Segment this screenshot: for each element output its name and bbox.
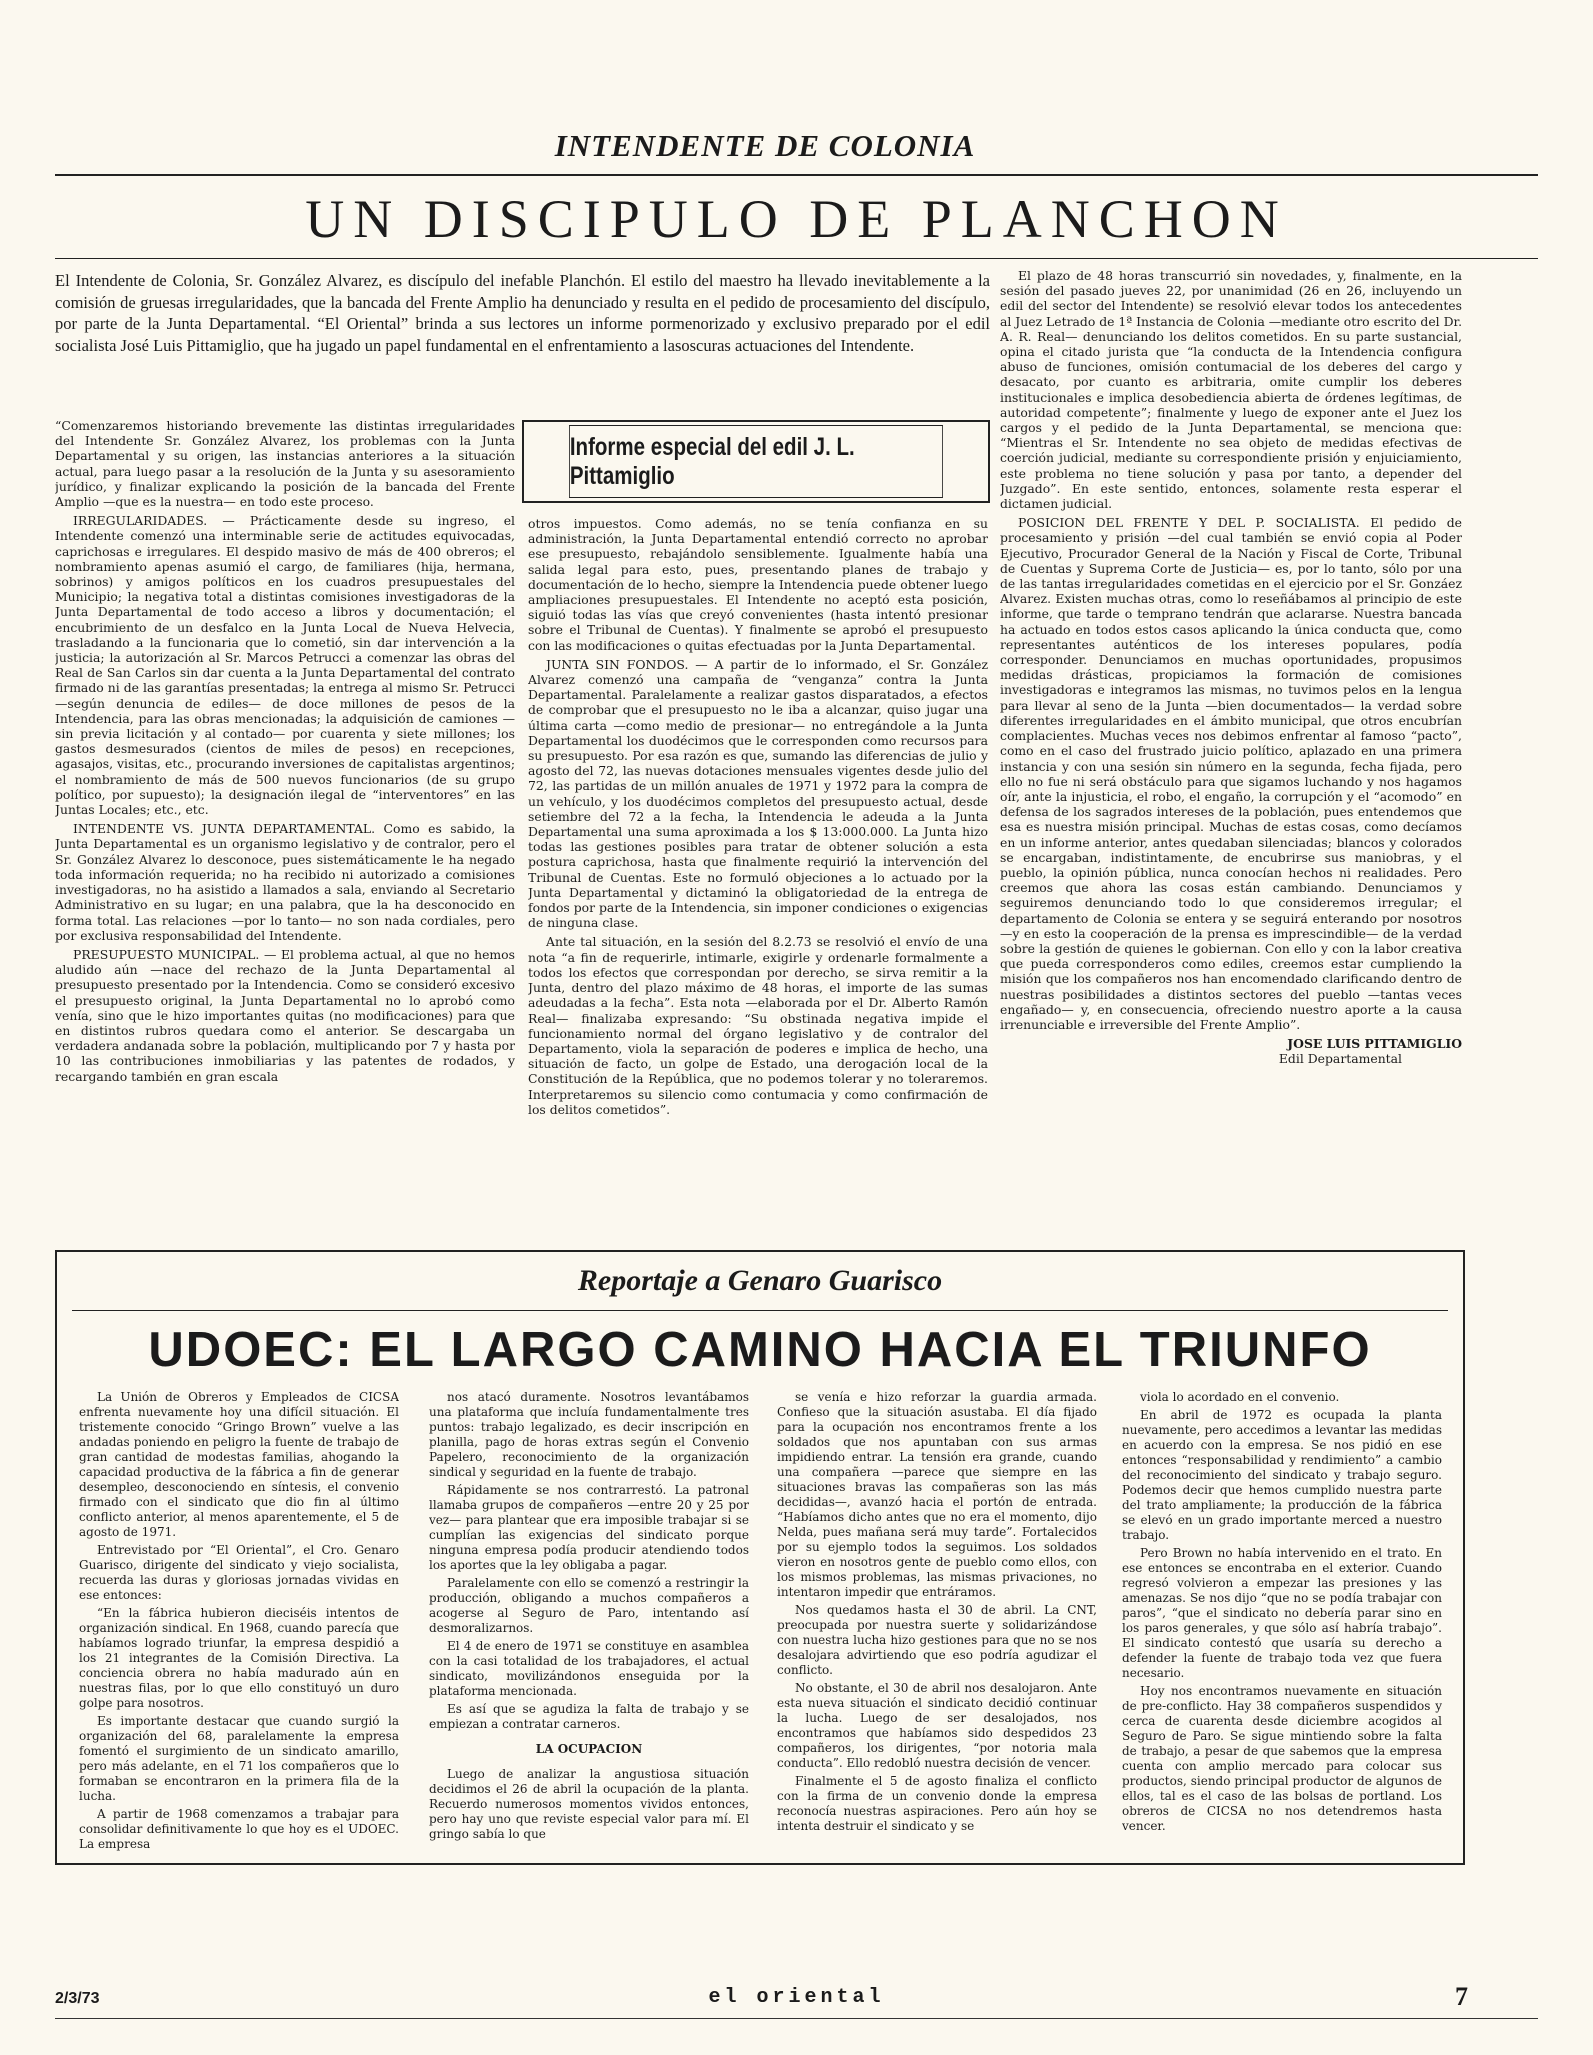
paragraph: PRESUPUESTO MUNICIPAL. — El problema actual, al que no hemos aludido aún —nace del rechazo de la Junta Departamental al presupuesto presentado por la Intendencia. Como se consideró excesivo el presupuesto original, la Junta Departamental no lo aprobó como venía, sino que le hizo importantes quitas (no modificaciones) para que en distintos rubros quedara como el anterior. Se descargaba un verdadera andanada sobre la población, multiplicando por 7 y hasta por 10 las contribuciones inmobiliarias y las patentes de rodados, y recargando también en gran escala [55, 946, 515, 1084]
report-column-2 [429, 1390, 749, 1858]
footer-paper-name: el oriental [708, 1986, 885, 2009]
kicker-rule [55, 174, 1538, 176]
signature-title: Edil Departamental [1278, 1051, 1402, 1067]
paragraph: “Comenzaremos historiando brevemente las distintas irregularidades del Intendente Sr. González Alvarez, los problemas con la Junta Departamental y su origen, las instancias anteriores a la situación actual, para luego pasar a la resolución de la Junta y su asesoramiento jurídico, y finalizar explicando la posición de la bancada del Frente Amplio —que es la nuestra— en todo este proceso. [55, 418, 515, 510]
report-kicker: Reportaje a Genaro Guarisco [577, 1264, 943, 1297]
paragraph: En abril de 1972 es ocupada la planta nuevamente, pero accedimos a levantar las medidas en acuerdo con la empresa. Se nos pidió en ese entonces “responsabilidad y rendimiento” a cambio del reconocimiento del sindicato y trabajo seguro. Podemos decir que hemos cumplido nuestra parte del trato ampliamente; la producción de la fábrica se elevó en un grado importante merced a nuestro trabajo. [1122, 1408, 1442, 1542]
paragraph: La Unión de Obreros y Empleados de CICSA enfrenta nuevamente hoy una difícil situación. El tristemente conocido “Gringo Brown” vuelve a las andadas poniendo en peligro la fuente de trabajo de gran cantidad de modestas familias, ahogando la capacidad productiva de la fábrica a fin de generar desempleo, desconociendo en síntesis, el convenio firmado con el sindicato que dio fin al último conflicto anterior, al menos aparentemente, el 5 de agosto de 1971. [79, 1390, 399, 1539]
paragraph: A partir de 1968 comenzamos a trabajar para consolidar definitivamente lo que hoy es el UDOEC. La empresa [79, 1807, 399, 1851]
section-subhead: LA OCUPACION [535, 1742, 643, 1756]
special-report-label: Informe especial del edil J. L. Pittamiglio [569, 425, 943, 498]
signature-name: JOSE LUIS PITTAMIGLIO [1287, 1036, 1462, 1052]
report-column-1 [79, 1390, 399, 1858]
article-column-2 [528, 516, 988, 1218]
paragraph: Ante tal situación, en la sesión del 8.2.73 se resolvió el envío de una nota “a fin de requerirle, intimarle, exigirle y ordenarle formalmente a todos los efectos que correspondan por derecho, se sirva remitir a la Junta, dentro del plazo máximo de 48 horas, el importe de las sumas adeudadas a la fecha”. Esta nota —elaborada por el Dr. Alberto Ramón Real— finalizaba expresando: “Su obstinada negativa impide el funcionamiento normal del órgano legislativo y de contralor del Departamento, viola la separación de poderes e implica de hecho, una situación de facto, un golpe de Estado, una derogación local de la Constitución de la República, que no podemos tolerar y no toleraremos. Interpretaremos su silencio como contumacia y como confirmación de los delitos cometidos”. [528, 934, 988, 1117]
paragraph: se venía e hizo reforzar la guardia armada. Confieso que la situación asustaba. El día fijado para la ocupación nos encontramos frente a los soldados que nos apuntaban con sus armas impidiendo entrar. La tensión era grande, cuando una compañera —parece que siempre en las situaciones bravas las compañeras son las más decididas—, avanzó hacia el portón de entrada. “Habíamos dicho antes que no era el momento, dijo Nelda, pues mañana será muy tarde”. Fortalecidos por su ejemplo todos la seguimos. Los soldados vieron en nosotros gente de pueblo como ellos, con los mismos problemas, las mismas privaciones, no intentaron impedir que entráramos. [777, 1390, 1097, 1599]
paragraph: Es así que se agudiza la falta de trabajo y se empiezan a contratar carneros. [429, 1702, 749, 1731]
paragraph: Finalmente el 5 de agosto finaliza el conflicto con la firma de un convenio donde la empresa reconocía nuestras aspiraciones. Pero aún hoy se intenta destruir el sindicato y se [777, 1774, 1097, 1833]
paragraph: Paralelamente con ello se comenzó a restringir la producción, obligando a muchos compañeros a acogerse al Seguro de Paro, intentando así desmoralizarnos. [429, 1576, 749, 1635]
paragraph: JUNTA SIN FONDOS. — A partir de lo informado, el Sr. González Alvarez comenzó una campaña de “venganza” contra la Junta Departamental. Paralelamente a realizar gastos disparatados, a efectos de comprobar que el presupuesto no le iba a alcanzar, quiso jugar una última carta —como medio de presionar— no entregándole a la Junta Departamental los duodécimos que le corresponden como recursos para su presupuesto. Por esa razón es que, sumando las diferencias de julio y agosto del 72, las nuevas dotaciones mensuales vigentes desde julio del 72, las partidas de un millón anuales de 1971 y 1972 para la compra de un vehículo, y los duodécimos completos del presupuesto actual, desde setiembre del 72 a la fecha, la Intendencia le adeuda a la Junta Departamental una suma aproximada a los $ 13:000.000. La Junta hizo todas las gestiones posibles para tratar de obtener solución a esta postura caprichosa, hasta que finalmente requirió la intervención del Tribunal de Cuentas. Este no formuló objeciones a lo actuado por la Junta Departamental y dictaminó la obligatoriedad de la entrega de fondos por parte de la Intendencia, sin imponer condiciones o exigencias de ninguna clase. [528, 656, 988, 931]
footer-page-number: 7 [1455, 1982, 1468, 2011]
paragraph: El plazo de 48 horas transcurrió sin novedades, y, finalmente, en la sesión del pasado jueves 22, por unanimidad (26 en 26, incluyendo un edil del sector del Intendente) se resolvió elevar todos los antecedentes al Juez Letrado de 1ª Instancia de Colonia —mediante otro escrito del Dr. A. R. Real— denunciando los delitos cometidos. En su parte sustancial, opina el citado jurista que “la conducta de la Intendencia configura abuso de funciones, omisión contumacial de los deberes del cargo y desacato, por cuanto es arbitraria, omite cumplir los deberes institucionales e implica desobediencia abierta de órdenes legítimas, de autoridad competente”; finalmente y luego de exponer ante el Juez los cargos y el pedido de la Junta Departamental, se menciona que: “Mientras el Sr. Intendente no sea objeto de medidas efectivas de coerción judicial, mediante su correspondiente prisión y enjuiciamiento, este problema no tiene solución y pasa por tanto, a depender del Juzgado”. En este sentido, entonces, solamente resta esperar el dictamen judicial. [1000, 268, 1462, 512]
paragraph: otros impuestos. Como además, no se tenía confianza en su administración, la Junta Departamental entendió correcto no aprobar ese presupuesto, rebajándolo sensiblemente. Igualmente había una salida legal para esto, pues, presentando planes de trabajo y documentación de lo hecho, siempre la Intendencia puede obtener luego ampliaciones presupuestales. El Intendente no aceptó esta posición, siguió todas las vías que creyó convenientes (hasta intentó presionar sobre el Tribunal de Cuentas). Y finalmente se aprobó el presupuesto con las modificaciones o quitas efectuadas por la Junta Departamental. [528, 516, 988, 653]
paragraph: Nos quedamos hasta el 30 de abril. La CNT, preocupada por nuestra suerte y solidarizándose con nuestra lucha hizo gestiones para que no se nos desalojara advirtiendo que eso podría agudizar el conflicto. [777, 1603, 1097, 1677]
paragraph: El 4 de enero de 1971 se constituye en asamblea con la casi totalidad de los trabajadores, el actual sindicato, movilizándonos enseguida por la plataforma mencionada. [429, 1639, 749, 1698]
paragraph: Entrevistado por “El Oriental”, el Cro. Genaro Guarisco, dirigente del sindicato y viejo socialista, recuerda las duras y gloriosas jornadas vividas en ese entonces: [79, 1543, 399, 1602]
paragraph: viola lo acordado en el convenio. [1140, 1390, 1340, 1404]
paragraph: POSICION DEL FRENTE Y DEL P. SOCIALISTA. El pedido de procesamiento y prisión —del cual también se envió copia al Poder Ejecutivo, Procurador General de la Nación y Fiscal de Corte, Tribunal de Cuentas y Suprema Corte de Justicia— es, por lo tanto, sólo por una de las tantas irregularidades cometidas en el ejercicio por el Sr. Gonzáez Alvarez. Existen muchas otras, como lo reseñábamos al principio de este informe, que tarde o temprano tendrán que aclararse. Nuestra bancada ha actuado en todos estos casos aplicando la única conducta que, como representantes auténticos de los intereses populares, podía corresponder. Denunciamos en muchas oportunidades, propusimos medidas drásticas, propiciamos la formación de comisiones investigadoras e integramos las mismas, no tuvimos pelos en la lengua para llevar al seno de la Junta —bien documentados— la verdad sobre diferentes irregularidades en el ámbito municipal, que otros encubrían complacientes. Muchas veces nos debimos enfrentar al famoso “pacto”, como en el caso del frustrado juicio político, aplazado en una primera instancia y con una sesión sin número en la segunda, fecha fijada, pero ello no fue ni será obstáculo para que sigamos luchando y nos hagamos oír, ante la injusticia, el robo, el engaño, la corrupción y el “acomodo” en defensa de los sagrados intereses de la población, pues entendemos que esa es nuestra misión principal. Muchas de estas cosas, como decíamos en un informe anterior, antes quedaban silenciadas; blancos y colorados se encargaban, indistintamente, de encubrirse sus maniobras, y el pueblo, la opinión pública, nunca conocían hechos ni realidades. Pero creemos que ahora las cosas están cambiando. Denunciamos y seguiremos denunciando todo lo que consideremos irregular; el departamento de Colonia se entera y se seguirá enterando por nosotros —y en esto la cooperación de la prensa es imprescindible— de la verdad sobre la gestión de quienes le gobiernan. Con ello y con la labor creativa que pueda corresponderos como ediles, creemos estar cumpliendo la misión que los compañeros nos han encomendado clarificando dentro de nuestras posibilidades a distintos sectores del pueblo —tantas veces engañado— y, en consecuencia, ofreciendo nuestro aporte a la causa irrenunciable e irreversible del Frente Amplio”. [1000, 515, 1462, 1032]
special-report-box [522, 420, 990, 503]
report-column-4 [1122, 1390, 1442, 1858]
article-column-1 [55, 418, 515, 1240]
report-rule [72, 1310, 1448, 1311]
paragraph: “En la fábrica hubieron dieciséis intentos de organización sindical. En 1968, cuando parecía que habíamos logrado triunfar, la empresa despidió a los 21 integrantes de la Comisión Directiva. La conciencia obrera no había madurado aún en nuestras filas, por lo que ello constituyó un duro golpe para nosotros. [79, 1606, 399, 1710]
report-column-3 [777, 1390, 1097, 1858]
paragraph: Hoy nos encontramos nuevamente en situación de pre-conflicto. Hay 38 compañeros suspendidos y cerca de cuarenta desde diciembre acogidos al Seguro de Paro. Se sigue mintiendo sobre la falta de trabajo, a pesar de que sabemos que la empresa cuenta con amplio mercado para colocar sus productos, siendo principal productor de algunos de ellos, tal es el caso de las bolsas de portland. Los obreros de CICSA no nos detendremos hasta vencer. [1122, 1684, 1442, 1833]
footer-date: 2/3/73 [55, 1990, 100, 2007]
paragraph: Pero Brown no había intervenido en el trato. En ese entonces se encontraba en el exterior. Cuando regresó volvieron a empezar las presiones y las amenazas. Se nos dijo “que no se podía trabajar con paros”, “que el sindicato no debería parar sino en los paros generales, y que sólo así habría trabajo”. El sindicato contestó que usaría su derecho a defender la fuente de trabajo toda vez que fuera necesario. [1122, 1546, 1442, 1680]
article-column-3 [1000, 268, 1462, 1220]
paragraph: No obstante, el 30 de abril nos desalojaron. Ante esta nueva situación el sindicato decidió continuar la lucha. Luego de ser desalojados, nos encontramos que habíamos sido despedidos 23 compañeros, los dirigentes, “por notoria mala conducta”. Ello redobló nuestra decisión de vencer. [777, 1681, 1097, 1770]
report-headline: UDOEC: EL LARGO CAMINO HACIA EL TRIUNFO [148, 1323, 1372, 1377]
headline-rule [55, 258, 1538, 259]
paragraph: IRREGULARIDADES. — Prácticamente desde su ingreso, el Intendente comenzó una interminable serie de actitudes equivocadas, caprichosas e irregulares. El despido masivo de más de 400 obreros; el nombramiento apenas asumió el cargo, de familiares (hija, hermana, sobrinos) y amigos políticos en los cuadros presupuestales del Municipio; la negativa total a distintas comisiones investigadoras de la Junta Departamental de todo acceso a libros y documentación; el encubrimiento de un desfalco en la Junta Local de Nueva Helvecia, trasladando a la funcionaria que lo cometió, sin dar intervención a la justicia; la autorización al Sr. Marcos Petrucci a comenzar las obras del Real de San Carlos sin dar cuenta a la Junta Departamental del contrato firmado ni de las garantías presentadas; la entrega al mismo Sr. Petrucci —según denuncia de ediles— de doce millones de pesos de la Intendencia, para las obras mencionadas; la adquisición de camiones —sin previa licitación y al contado— por cuarenta y siete millones; los gastos desmesurados (cientos de miles de pesos) en recepciones, agasajos, visitas, etc., procurando inversiones de capitalistas argentinos; el nombramiento de más de 500 nuevos funcionarios (de su grupo político, por supuesto); la designación ilegal de “interventores” en las Juntas Locales; etc., etc. [55, 513, 515, 818]
paragraph: nos atacó duramente. Nosotros levantábamos una plataforma que incluía fundamentalmente tres puntos: trabajo legalizado, es decir inscripción en planilla, pago de horas extras según el Convenio Papelero, reconocimiento de la organización sindical y seguridad en la fuente de trabajo. [429, 1390, 749, 1479]
paragraph: Rápidamente se nos contrarrestó. La patronal llamaba grupos de compañeros —entre 20 y 25 por vez— para plantear que era imposible trabajar si se cumplían las exigencias del sindicato porque ninguna empresa podía producir atendiendo todos los aportes que la ley obligaba a pagar. [429, 1483, 749, 1572]
paragraph: INTENDENTE VS. JUNTA DEPARTAMENTAL. Como es sabido, la Junta Departamental es un organismo legislativo y de contralor, pero el Sr. González Alvarez lo desconoce, pues sistemáticamente le ha negado toda información requerida; no ha recibido ni autorizado a comisiones investigadoras, no ha asistido a llamados a sala, enviando al Secretario Administrativo en su lugar; en una palabra, que la ha desconocido en forma total. Las relaciones —por lo tanto— no son nada cordiales, pero por exclusiva responsabilidad del Intendente. [55, 821, 515, 943]
article-kicker: INTENDENTE DE COLONIA [554, 128, 976, 163]
report-box [55, 1250, 1465, 1865]
paragraph: Es importante destacar que cuando surgió la organización del 68, paralelamente la empresa fomentó el surgimiento de un sindicato amarillo, pero más adelante, en el 71 los compañeros que lo formaban se encontraron en la primera fila de la lucha. [79, 1714, 399, 1803]
footer-rule [55, 2018, 1538, 2019]
article-intro: El Intendente de Colonia, Sr. González Alvarez, es discípulo del inefable Planchón. El estilo del maestro ha llevado inevitablemente a la comisión de gruesas irregularidades, que la bancada del Frente Amplio ha denunciado y resulta en el pedido de procesamiento del discípulo, por parte de la Junta Departamental. “El Oriental” brinda a sus lectores un informe pormenorizado y exclusivo preparado por el edil socialista José Luis Pittamiglio, que ha jugado un papel fundamental en el enfrentamiento a lasoscuras actuaciones del Intendente. [55, 271, 990, 355]
article-headline: UN DISCIPULO DE PLANCHON [305, 189, 1288, 249]
paragraph: Luego de analizar la angustiosa situación decidimos el 26 de abril la ocupación de la planta. Recuerdo numerosos momentos vividos entonces, pero hay uno que reviste especial valor para mí. El gringo sabía lo que [429, 1767, 749, 1841]
